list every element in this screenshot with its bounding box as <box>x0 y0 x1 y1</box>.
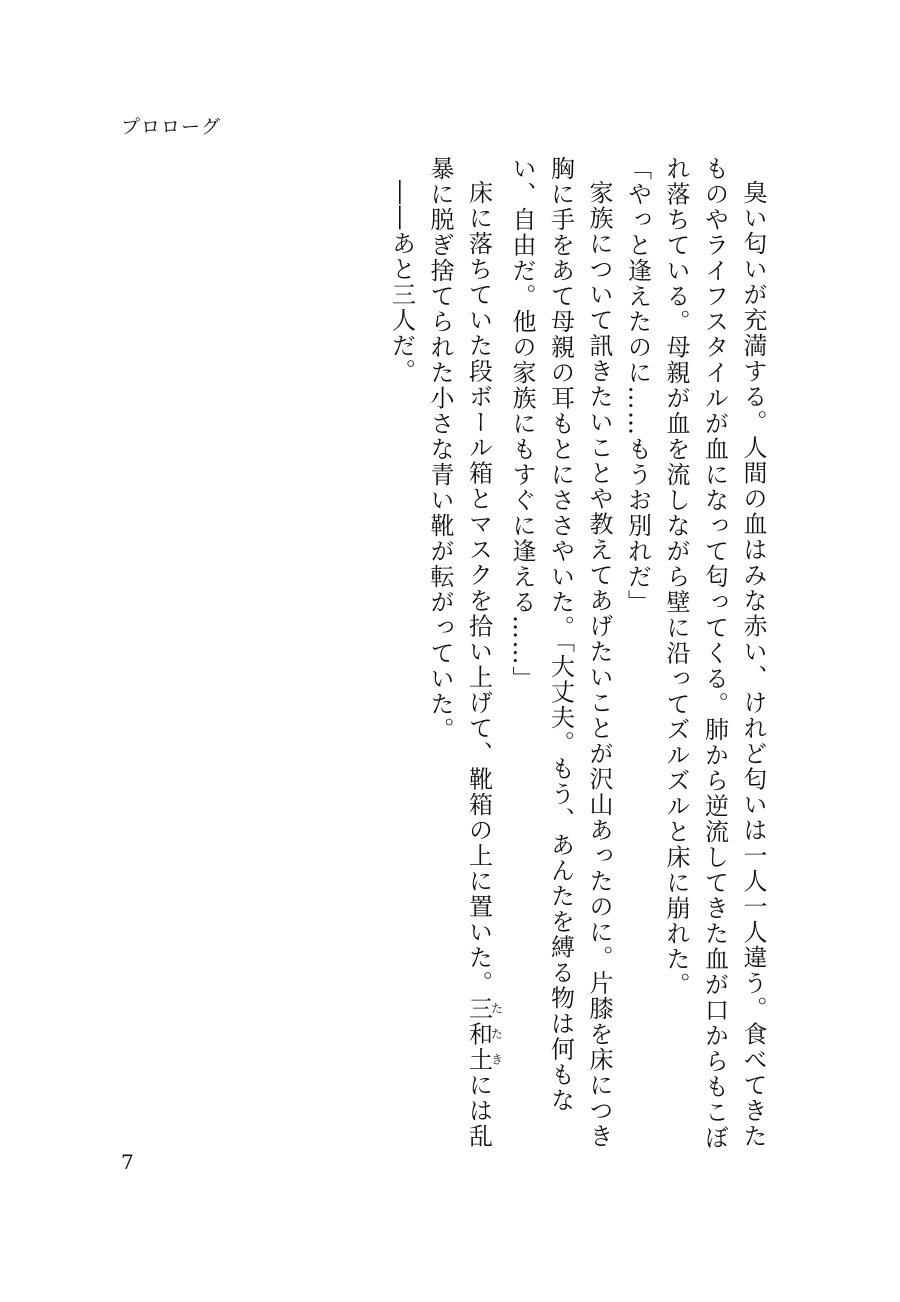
paragraph-5: ――あと三人だ。 <box>387 180 416 384</box>
paragraph-3: 家族について訊きたいことや教えてあげたいことが沢山あったのに。片膝を床につき胸に手をあて母親の耳もとにささやいた。「大丈夫。もう、あんたを縛る物は何もない、自由だ。他の家族にもすぐに逢える……」 <box>508 156 613 1149</box>
ruby-reading: たたき <box>489 996 504 1073</box>
page-number: 7 <box>121 1150 134 1174</box>
paragraph-4-text-before: 床に落ちていた段ボール箱とマスクを拾い上げて、靴箱の上に置いた。 <box>464 180 493 996</box>
paragraph-4-text-after: には乱暴に脱ぎ捨てられた小さな青い靴が転がっていた。 <box>426 156 493 1149</box>
paragraph-1: 臭い匂いが充満する。人間の血はみな赤い、けれど匂いは一人一人違う。食べてきたものやライフスタイルが血になって匂ってくる。肺から逆流してきた血が口からもこぼれ落ちている。母親が血を流しながら壁に沿ってズルズルと床に崩れた。 <box>662 156 767 1151</box>
running-head: プロローグ <box>121 116 222 138</box>
paragraph-2-dialogue: 「やっと逢えたのに……もうお別れだ」 <box>623 156 652 615</box>
body-text <box>382 156 772 1156</box>
ruby-base: 三和土 <box>464 996 493 1073</box>
ruby-word <box>464 996 504 1073</box>
paragraph-4 <box>421 156 503 1156</box>
